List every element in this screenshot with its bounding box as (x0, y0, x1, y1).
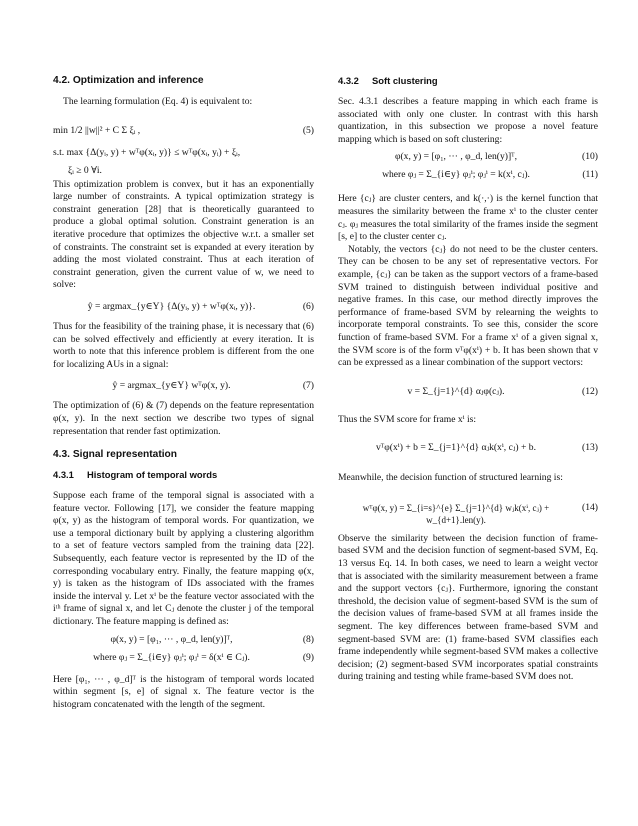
equation-5 (53, 113, 314, 179)
equation-number-12: (12) (582, 385, 598, 397)
equation-number-6: (6) (302, 300, 314, 312)
equation-number-8: (8) (302, 633, 314, 645)
equation-number-14: (14) (582, 501, 598, 513)
equation-7 (53, 376, 314, 400)
observe-paragraph: Observe the similarity between the decision function of frame-based SVM and the decision function of segment-based SVM, Eq. 13 versus Eq. 14. In both cases, we need to learn a weight vector that is associated with the similarity measurement between a frame and the support vectors {cⱼ}. Furthermore, ignoring the constant threshold, the decision value of segment-based SVM is the sum of the decision values of frame-based SVM at all frames inside the segment. The key differences between frame-based SVM and segment-based SVM are: (1) frame-based SVM classifies each frame independently while segment-based SVM makes a collective decision; (2) segment-based SVM incorporates spatial constraints during training and testing while frame-based SVM does not. (338, 532, 598, 683)
right-column (338, 74, 598, 684)
cluster-centers-paragraph: Here {cⱼ} are cluster centers, and k(·,·) is the kernel function that measures the similarity between the frame xⁱ to the cluster center cⱼ. φⱼ measures the total similarity of the frames inside the segment [s, e] to the cluster center cⱼ. (338, 193, 598, 243)
eq10-body: φ(x, y) = [φ₁, ··· , φ_d, len(y)]ᵀ, (394, 151, 518, 163)
histogram-located-paragraph: Here [φ₁, ··· , φ_d]ᵀ is the histogram of temporal words located within segment [s, e] of signal x. The feature vector is the histogram concatenated with the length of the segment. (53, 673, 314, 710)
subsection-4-3-1-heading (53, 468, 314, 481)
equation-number-7: (7) (302, 380, 314, 392)
convex-paragraph: This optimization problem is convex, but it has an exponentially large number of constraints. A typical optimization strategy is constraint generation [28] that is theoretically guaranteed to produce a global optimal solution. Constraint generation is an iterative procedure that optimizes the objective w.r.t. a smaller set of constraints. The constraint set is expanded at every iteration by adding the most violated constraint. Thus at each iteration of constraint generation, given the current value of w, we need to solve: (53, 178, 314, 291)
intro-paragraph: The learning formulation (Eq. 4) is equivalent to: (63, 96, 253, 107)
subsection-4-3-2-title: Soft clustering (372, 75, 438, 86)
equation-12 (338, 374, 598, 414)
feasibility-paragraph: Thus for the feasibility of the training phase, it is necessary that (6) can be solved effectively and efficiently at every iteration. It is worth to note that this inference problem is different from the one for localizing AUs in a signal: (53, 320, 314, 370)
left-column (53, 74, 314, 711)
notably-paragraph: Notably, the vectors {cⱼ} do not need to be the cluster centers. They can be chosen to be any set of representative vectors. For example, {cⱼ} can be taken as the support vectors of a frame-based SVM trained to distinguish between individual positive and negative frames. In this case, our method directly improves the performance of frame-based SVM by relearning the weights to incorporate temporal constraints. To see this, consider the score function of frame-based SVM. For a frame xⁱ of a given signal x, the SVM score is of the form vᵀφ(xⁱ) + b. It has been shown that v can be expressed as a linear combination of the support vectors: (338, 243, 598, 369)
meanwhile-paragraph: Meanwhile, the decision function of structured learning is: (338, 472, 563, 484)
eq5-line1: min 1/2 ||w||² + C Σ ξᵢ , (53, 124, 141, 136)
eq12-body: v = Σ_{j=1}^{d} αⱼφ(cⱼ). (407, 385, 505, 397)
section-4-3-heading: 4.3. Signal representation (53, 449, 177, 461)
subsection-4-3-1-title: Histogram of temporal words (87, 469, 218, 481)
equation-number-9: (9) (302, 651, 314, 663)
section-4-2-heading: 4.2. Optimization and inference (53, 75, 204, 86)
eq9-body: where φⱼ = Σ_{i∈y} φⱼⁱ; φⱼⁱ = δ(xⁱ ∈ Cⱼ). (93, 651, 250, 663)
eq7-body: ŷ = argmax_{y∈Y} wᵀφ(x, y). (112, 380, 231, 392)
eq8-body: φ(x, y) = [φ₁, ··· , φ_d, len(y)]ᵀ, (110, 633, 233, 645)
equation-8 (53, 634, 314, 650)
eq11-body: where φⱼ = Σ_{i∈y} φⱼⁱ; φⱼⁱ = k(xⁱ, cⱼ). (382, 169, 530, 181)
eq14-body: wᵀφ(x, y) = Σ_{i=s}^{e} Σ_{j=1}^{d} wⱼk(xⁱ, cⱼ) + w_{d+1}.len(y). (362, 502, 550, 526)
equation-number-10: (10) (582, 151, 598, 163)
equation-number-11: (11) (582, 169, 598, 181)
equation-9 (53, 650, 314, 674)
svm-score-paragraph: Thus the SVM score for frame xⁱ is: (338, 413, 477, 425)
subsection-4-3-2-number: 4.3.2 (338, 75, 359, 86)
equation-number-13: (13) (582, 442, 598, 454)
eq5-line3: ξᵢ ≥ 0 ∀i. (68, 164, 102, 176)
subsection-4-3-2-heading (338, 74, 598, 87)
optimization-paragraph: The optimization of (6) & (7) depends on the feature representation φ(x, y). In the next section we describe two types of signal representation that render fast optimization. (53, 400, 314, 437)
equation-14 (338, 489, 598, 533)
histogram-paragraph: Suppose each frame of the temporal signal is associated with a feature vector. Following [17], we consider the feature mapping φ(x, y) as the histogram of temporal words. For quantization, we use a temporal dictionary built by applying a clustering algorithm to a set of feature vectors sampled from the training data [22]. Subsequently, each feature vector is represented by the ID of the corresponding vocabulary entry. Finally, the feature mapping φ(x, y) is taken as the histogram of IDs associated with the frames inside the interval y. Let xⁱ be the feature vector associated with the iᵗʰ frame of signal x, and let Cⱼ denote the cluster j of the temporal dictionary. The feature mapping is defined as: (53, 490, 314, 628)
subsection-4-3-1-number: 4.3.1 (53, 469, 74, 481)
equation-10 (338, 151, 598, 167)
soft-clustering-paragraph: Sec. 4.3.1 describes a feature mapping in which each frame is associated with only one cluster. In contrast with this harsh quantization, in this subsection we propose a novel feature mapping which is based on soft clustering: (338, 96, 598, 145)
eq6-body: ŷ = argmax_{y∈Y} {Δ(yᵢ, y) + wᵀφ(xᵢ, y)}. (87, 300, 256, 312)
eq5-line2: s.t. max {Δ(yᵢ, y) + wᵀφ(xᵢ, y)} ≤ wᵀφ(xᵢ, yᵢ) + ξᵢ, (53, 146, 241, 158)
equation-11 (338, 167, 598, 193)
equation-6 (53, 297, 314, 321)
equation-13 (338, 430, 598, 472)
equation-number-5: (5) (302, 124, 314, 136)
eq13-body: vᵀφ(xⁱ) + b = Σ_{j=1}^{d} αⱼk(xⁱ, cⱼ) + b. (376, 442, 536, 454)
